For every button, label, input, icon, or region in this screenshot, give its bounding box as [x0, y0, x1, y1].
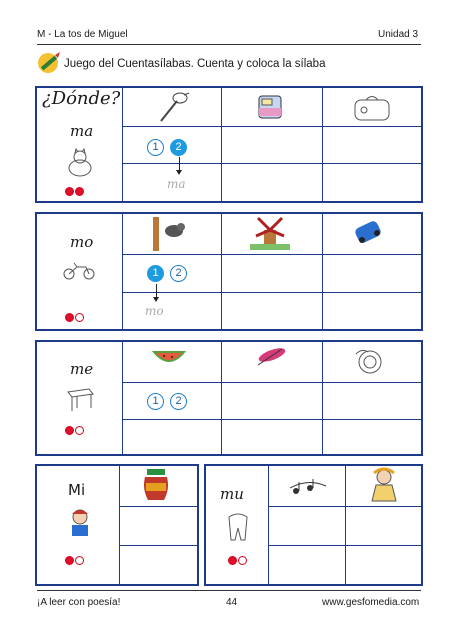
rag-doll-icon	[366, 467, 402, 510]
number-circle-1: 1	[147, 265, 164, 282]
grid-line	[268, 466, 269, 584]
dondé-question: ¿Dónde?	[42, 88, 121, 109]
page-number: 44	[226, 597, 238, 608]
syllable-mi: Mi	[68, 481, 86, 499]
hair-dryer-icon	[155, 91, 191, 128]
bed-icon	[253, 92, 289, 127]
watermelon-icon	[152, 348, 186, 373]
notes-icon	[288, 476, 328, 503]
windmill-icon	[250, 216, 290, 255]
grid-line	[322, 88, 323, 201]
footer-rule	[37, 590, 421, 591]
syllable-count-dots	[65, 187, 84, 196]
grid-line	[119, 545, 197, 546]
pencil-icon	[36, 50, 62, 76]
grid-line	[122, 419, 421, 420]
grid-line	[221, 342, 222, 454]
yarn-icon	[352, 346, 386, 381]
syllable-ma: ma	[70, 122, 94, 140]
suitcase-icon	[352, 92, 394, 129]
grid-line	[221, 214, 222, 329]
card-mi	[35, 464, 199, 586]
number-circle-2: 2	[170, 265, 187, 282]
number-circle-2: 2	[170, 393, 187, 410]
grid-cell	[122, 88, 123, 201]
header-unit: Unidad 3	[378, 29, 419, 40]
trace-ma: ma	[167, 177, 186, 191]
arrow-icon	[179, 157, 180, 171]
trace-mo: mo	[145, 304, 164, 318]
tooth-icon	[226, 512, 250, 547]
jar-icon	[140, 467, 172, 508]
syllable-mo: mo	[70, 233, 94, 251]
syllable-me: me	[70, 360, 94, 378]
instruction-text: Juego del Cuentasílabas. Cuenta y coloca la sílaba	[64, 58, 326, 70]
number-circle-2: 2	[170, 139, 187, 156]
grid-line	[322, 214, 323, 329]
syllable-mu: mu	[220, 485, 244, 503]
cat-icon	[65, 148, 95, 183]
tree-bird-icon	[148, 217, 192, 256]
grid-line	[345, 466, 346, 584]
motorbike-icon	[62, 259, 96, 286]
header-rule	[37, 44, 421, 45]
boy-icon	[66, 506, 94, 543]
grid-line	[322, 342, 323, 454]
header-title: M - La tos de Miguel	[37, 29, 128, 40]
grid-line	[122, 342, 123, 454]
grid-line	[122, 214, 123, 329]
syllable-count-dots	[65, 556, 84, 565]
grid-line	[119, 466, 120, 584]
footer-website[interactable]: www.gesfomedia.com	[322, 597, 420, 608]
grid-line	[221, 88, 222, 201]
grid-line	[122, 292, 421, 293]
car-icon	[352, 218, 386, 253]
arrow-icon	[156, 284, 157, 298]
syllable-count-dots	[228, 556, 247, 565]
feather-icon	[254, 345, 288, 374]
footer-tagline: ¡A leer con poesía!	[37, 597, 121, 608]
grid-line	[268, 545, 421, 546]
syllable-count-dots	[65, 426, 84, 435]
grid-line	[122, 163, 421, 164]
syllable-count-dots	[65, 313, 84, 322]
number-circle-1: 1	[147, 393, 164, 410]
number-circle-1: 1	[147, 139, 164, 156]
grid-line	[122, 382, 421, 383]
table-icon	[65, 386, 95, 419]
